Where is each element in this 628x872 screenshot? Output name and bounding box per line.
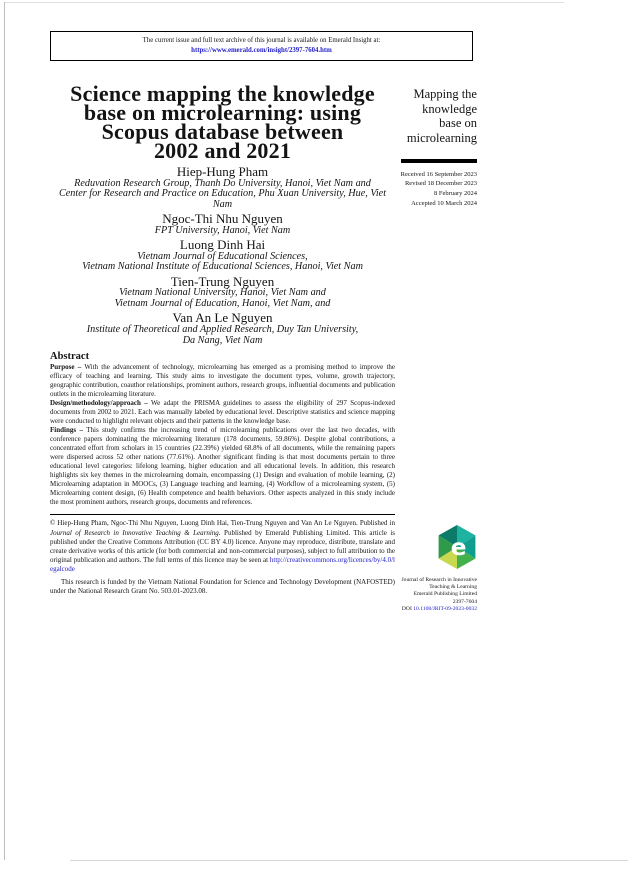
article-body (50, 81, 396, 597)
title-line: base on microlearning: using (83, 100, 362, 125)
author-affiliation: Vietnam National University, Hanoi, Viet Nam and (119, 287, 326, 299)
page-edge-left (4, 2, 5, 860)
title-line: Scopus database between (101, 119, 344, 144)
section-label: Purpose – (50, 363, 82, 372)
running-title (378, 87, 477, 145)
emerald-logo (437, 524, 477, 570)
section-label: Findings – (50, 426, 83, 435)
author-affiliation: FPT University, Hanoi, Viet Nam (154, 224, 291, 236)
page-edge-top (4, 2, 564, 3)
logo-letter: e (450, 534, 467, 561)
section-label: Design/methodology/approach – (50, 399, 148, 408)
section-text: We adapt the PRISMA guidelines to assess the eligibility of 297 Scopus-indexed documents from 2002 to 2021. Each was manually labeled by educational level. Descriptive statistics and science mapping were conducted to highlight relevant objects and their patterns in the knowledge base. (50, 399, 395, 426)
running-title-line: Mapping the (413, 87, 477, 101)
history-line: 8 February 2024 (434, 189, 477, 197)
history-line: Received 16 September 2023 (400, 170, 477, 178)
section-text: This study confirms the increasing trend of microlearning publications over the last two decades, with conference papers dominating the microlearning literature (178 documents, 59.86%). Despite global contributions, a concentrated effort from scholars in 15 countries (22.39%) yielded 68.8% of all documents, while the remaining papers were dispersed across 52 other nations (77.61%). Another significant finding is that most documents pertain to three educational level categories: lifelong learning, higher education and all educational levels. In addition, this research highlights six key themes in the microlearning domain, encompassing (1) Design and evaluation of mobile learning, (2) Microlearning adaptation in MOOCs, (3) Language teaching and learning, (4) Workflow of a microlearning system, (5) Microlearning content design, (6) Health competence and health behaviors. Other aspects analyzed in this study include the most prominent authors, research groups, documents and references. (50, 426, 395, 507)
funding-note: This research is funded by the Vietnam National Foundation for Science and Technology Development (NAFOSTED) under the National Research Grant No. 503.01-2023.08. (50, 577, 395, 596)
issn-line: 2397-7604 (452, 598, 477, 605)
abstract-findings (50, 426, 395, 507)
author-list (50, 165, 395, 346)
page-edge-bottom (70, 860, 628, 861)
running-title-line: knowledge (422, 101, 477, 116)
abstract-design (50, 399, 395, 426)
journal-imprint (317, 524, 477, 613)
abstract-purpose (50, 363, 395, 399)
journal-title-line: Journal of Research in Innovative (401, 577, 477, 583)
doi-link[interactable]: 10.1108/JRIT-09-2023-0032 (413, 605, 477, 612)
author-affiliation: Vietnam Journal of Educational Sciences, (137, 250, 308, 262)
history-line: Accepted 10 March 2024 (411, 199, 477, 207)
article-sidebar (378, 87, 477, 208)
article-history (378, 170, 477, 209)
availability-link[interactable]: https://www.emerald.com/insight/2397-7604.htm (191, 46, 332, 54)
author-name: Tien-Trung Nguyen (170, 273, 275, 289)
abstract-heading: Abstract (50, 351, 90, 363)
footer-divider (50, 514, 395, 515)
author-name: Luong Dinh Hai (179, 237, 266, 253)
availability-text: The current issue and full text archive of this journal is available on Emerald Insight at: (142, 37, 381, 44)
article-title (50, 81, 395, 163)
doi-label: DOI (401, 605, 412, 612)
availability-notice (50, 31, 473, 61)
copyright-text: Published by Emerald Publishing Limited. This article is published under the Creative Commons Attribution (CC BY 4.0) licence. Anyone may reproduce, distribute, translate and create derivative works of this article (for both commercial and non-commercial purposes), subject to full attribution to the original publication and authors. The full terms of this licence may be seen at (50, 528, 396, 565)
author-affiliation: Da Nang, Viet Nam (182, 334, 263, 346)
history-line: Revised 18 December 2023 (404, 180, 477, 188)
title-line: 2002 and 2021 (153, 138, 292, 163)
publisher-line: Emerald Publishing Limited (413, 591, 477, 598)
author-affiliation: Institute of Theoretical and Applied Research, Duy Tan University, (86, 323, 359, 335)
author-affiliation: Center for Research and Practice on Education, Phu Xuan University, Hue, Viet Nam (58, 188, 387, 211)
copyright-journal-name: Journal of Research in Innovative Teaching & Learning. (50, 528, 221, 537)
author-affiliation: Reduvation Research Group, Thanh Do University, Hanoi, Viet Nam and (74, 177, 371, 189)
journal-title-line: Teaching & Learning (429, 584, 477, 591)
author-name: Ngoc-Thi Nhu Nguyen (162, 211, 283, 227)
doi-line (317, 606, 477, 613)
sidebar-rule (401, 159, 477, 163)
author-affiliation: Vietnam National Institute of Educational Sciences, Hanoi, Viet Nam (82, 261, 363, 273)
title-line: Science mapping the knowledge (70, 81, 375, 106)
section-text: With the advancement of technology, microlearning has emerged as a promising method to improve the efficacy of teaching and learning. This study aims to investigate the document types, volume, growth trajectory, geographic contribution, coauthor relationships, prominent authors, research groups, influential documents and publication outlets in the microlearning literature. (50, 363, 395, 399)
running-title-line: microlearning (406, 130, 477, 145)
author-name: Van An Le Nguyen (172, 310, 273, 326)
running-title-line: base on (439, 116, 477, 130)
author-affiliation: Vietnam Journal of Education, Hanoi, Viet Nam, and (114, 298, 331, 310)
creative-commons-link[interactable]: http://creativecommons.org/licences/by/4.0/legalcode (50, 556, 395, 574)
copyright-text: © Hiep-Hung Pham, Ngoc-Thi Nhu Nguyen, Luong Dinh Hai, Tien-Trung Nguyen and Van An Le Nguyen. Published in (50, 519, 395, 528)
author-name: Hiep-Hung Pham (176, 164, 269, 179)
